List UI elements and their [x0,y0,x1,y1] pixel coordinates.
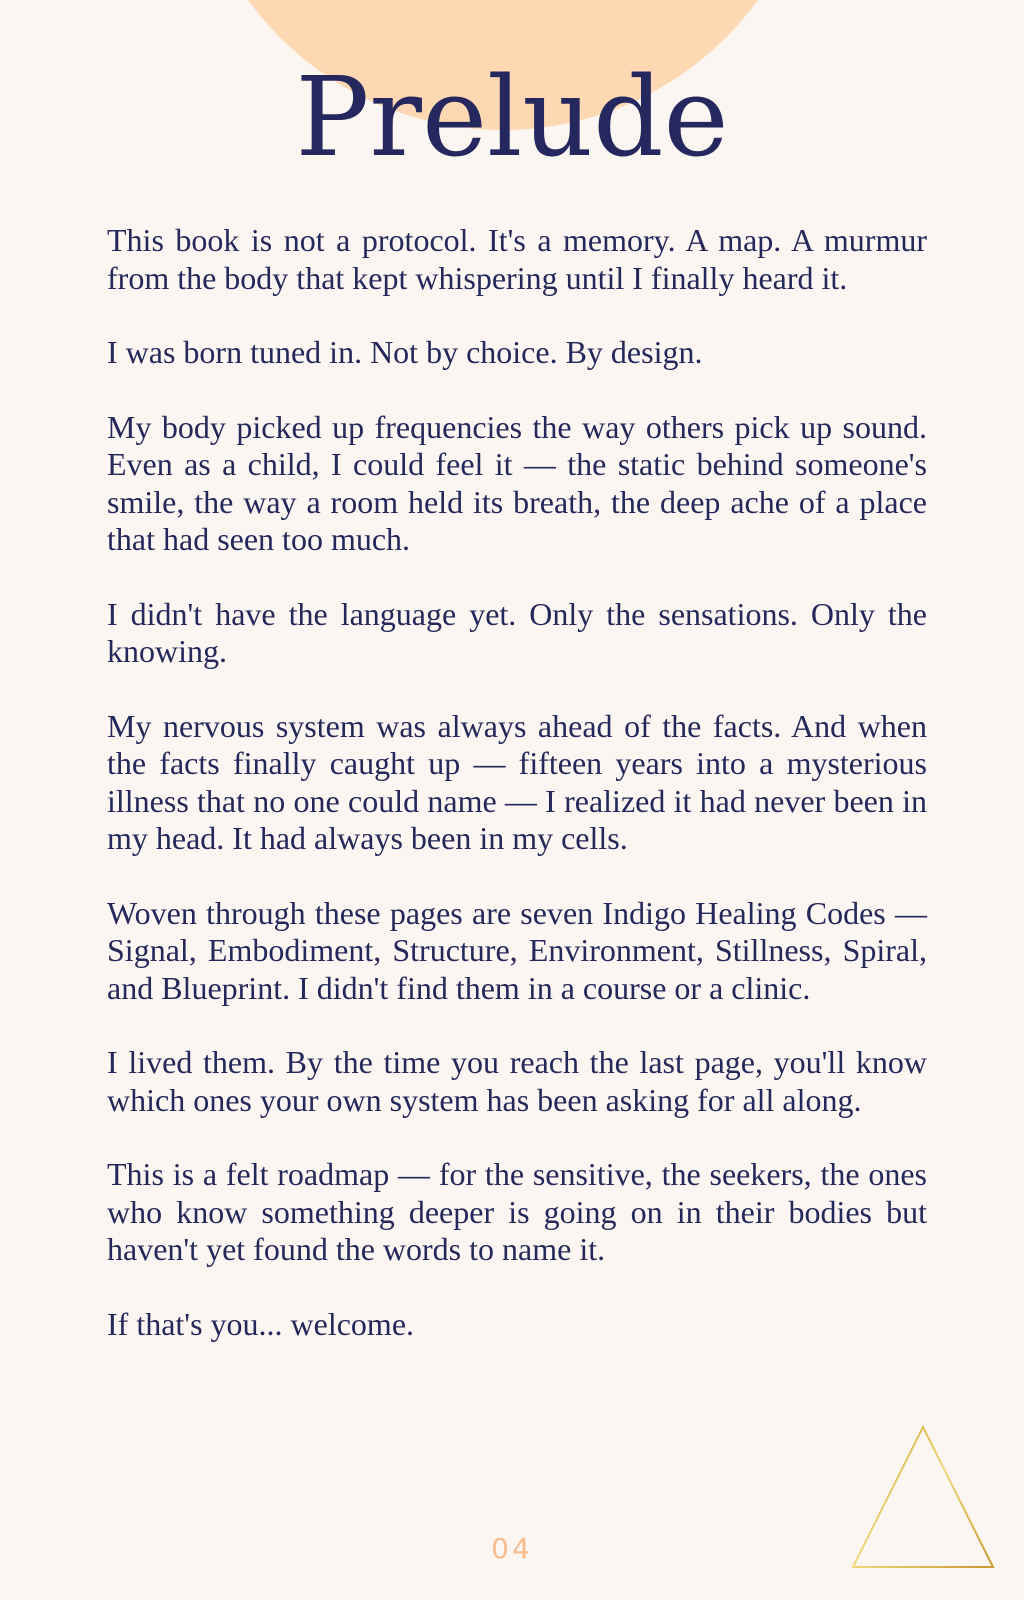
page-title: Prelude [295,53,729,181]
paragraph-7: I lived them. By the time you reach the last page, you'll know which ones your own system has been asking for all along. [107,1044,927,1118]
paragraph-5: My nervous system was always ahead of the facts. And when the facts finally caught up — fifteen years into a mysterious illness that no one could name — I realized it had never been in my head. It had always been in my cells. [107,707,927,856]
paragraph-6: Woven through these pages are seven Indigo Healing Codes — Signal, Embodiment, Structure, Environment, Stillness, Spiral, and Blueprint. I didn't find them in a course or a clinic. [107,894,927,1006]
page-number: 04 [491,1532,533,1565]
triangle-outline-icon [850,1424,996,1570]
body-text [107,222,927,1380]
paragraph-8: This is a felt roadmap — for the sensitive, the seekers, the ones who know something deeper is going on in their bodies but haven't yet found the words to name it. [107,1156,927,1267]
paragraph-4: I didn't have the language yet. Only the sensations. Only the knowing. [107,595,927,669]
paragraph-9: If that's you... welcome. [107,1305,415,1342]
paragraph-1: This book is not a protocol. It's a memory. A map. A murmur from the body that kept whispering until I finally heard it. [107,222,927,296]
paragraph-2: I was born tuned in. Not by choice. By design. [107,334,703,370]
paragraph-3: My body picked up frequencies the way others pick up sound. Even as a child, I could feel it — the static behind someone's smile, the way a room held its breath, the deep ache of a place that had seen too much. [107,408,927,557]
